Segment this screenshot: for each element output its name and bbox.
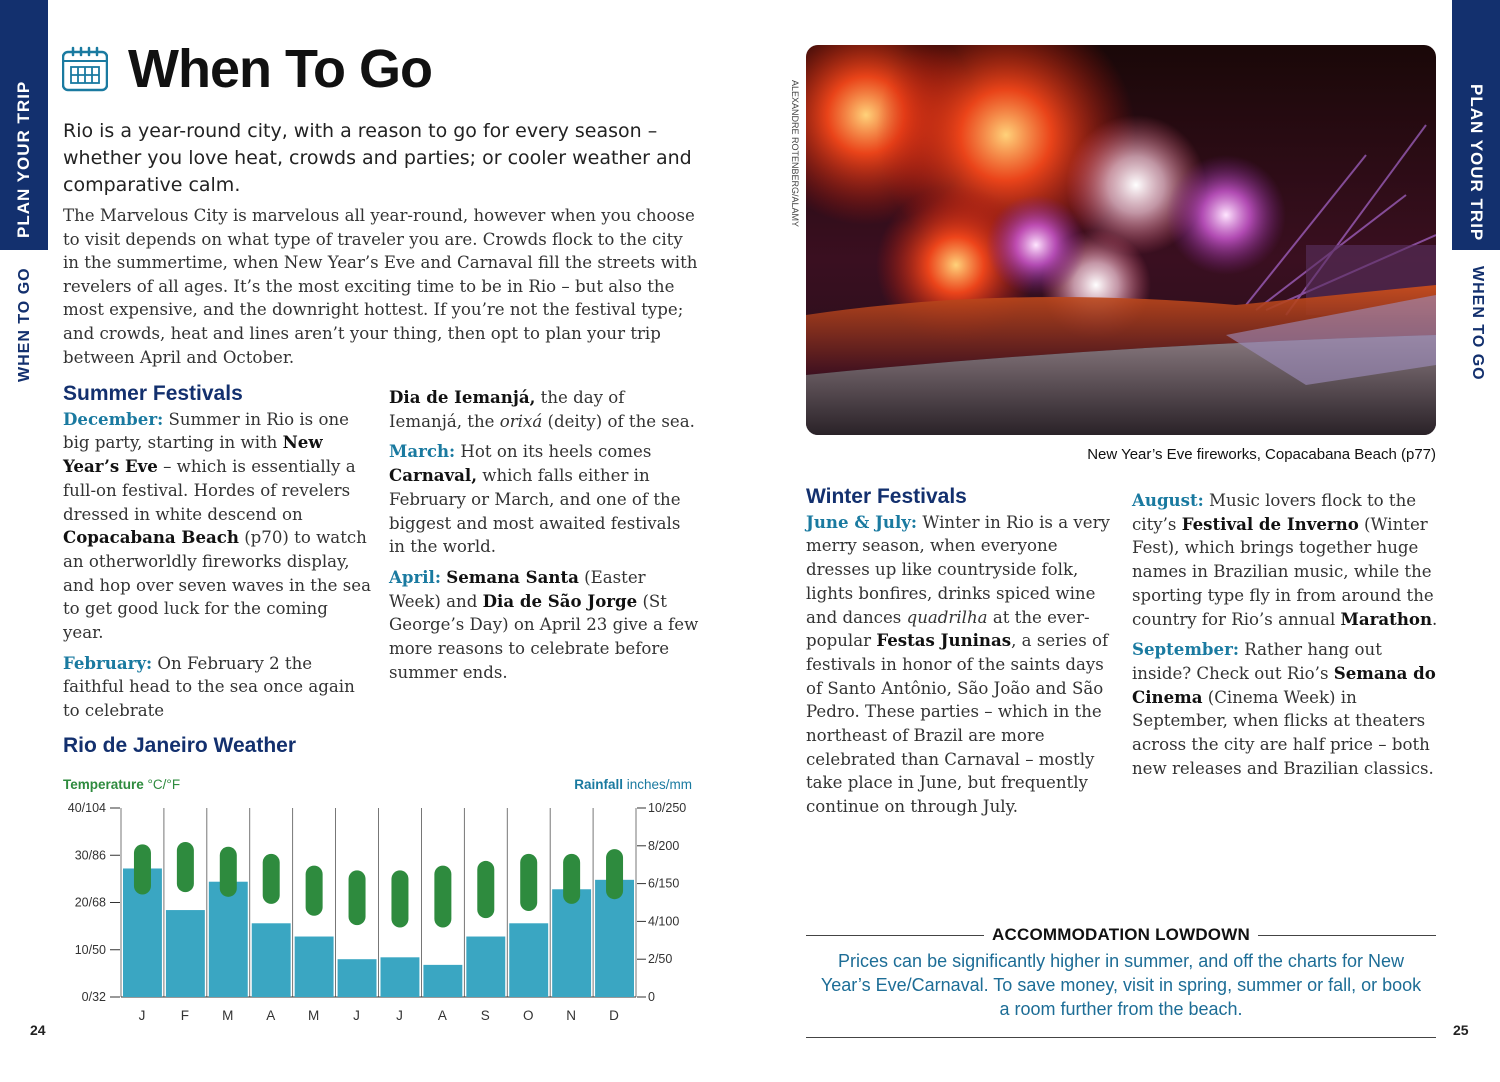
accommodation-rule-bottom (806, 1037, 1436, 1038)
month-label: M (308, 1008, 321, 1023)
winter-column-1 (806, 485, 1116, 826)
page-number-right: 25 (1453, 1022, 1469, 1038)
rainfall-bar (209, 882, 248, 997)
left-tick-label: 10/50 (74, 942, 106, 957)
december-paragraph (63, 408, 371, 645)
sao-jorge-bold: Dia de São Jorge (482, 590, 638, 611)
photo-caption: New Year’s Eve fireworks, Copacabana Beach (p77) (1087, 446, 1436, 463)
quadrilha-italic: quadrilha (906, 607, 988, 627)
right-tick-label: 10/250 (648, 801, 687, 815)
june-text-1: Winter in Rio is a very merry season, when everyone dresses up like countryside folk, lights bonfires, drinks spiced wine and dances (806, 512, 1110, 627)
accommodation-heading: ACCOMMODATION LOWDOWN (992, 925, 1250, 944)
summer-column-2 (389, 386, 699, 691)
march-text-1: Hot on its heels comes (455, 442, 652, 462)
rainfall-bar (381, 957, 420, 997)
april-paragraph (389, 566, 699, 685)
april-text-1: (Easter Week) and (389, 567, 646, 611)
right-side-tab (1452, 0, 1500, 381)
december-text-2: – which is essentially a full-on festival. Hordes of revelers dressed in white descend on (63, 457, 356, 524)
august-label: August: (1132, 490, 1204, 510)
february-text-2: the day of Iemanjá, the (389, 388, 625, 431)
left-tab-sublabel: WHEN TO GO (16, 267, 33, 382)
marathon-bold: Marathon (1340, 608, 1433, 629)
june-text-2: at the ever-popular (806, 607, 1090, 651)
december-text-1: Summer in Rio is one big party, starting in with (63, 409, 349, 453)
rainfall-bar (552, 889, 591, 997)
rainfall-bar (252, 923, 291, 997)
june-july-label: June & July: (806, 511, 918, 532)
right-tab-block (1452, 0, 1500, 250)
accommodation-text: Prices can be significantly higher in summer, and off the charts for New Year’s Eve/Carnaval. To save money, visit in spring, summer or fall, or book a room further from the beach. (820, 951, 1422, 1019)
june-july-paragraph (806, 511, 1116, 819)
chart-title: Rio de Janeiro Weather (63, 734, 297, 757)
april-label: April: (389, 566, 441, 587)
month-label: A (437, 1008, 448, 1023)
rainfall-bar (423, 965, 462, 997)
april-text-2: (St George’s Day) on April 23 give a few more reasons to celebrate before summer ends. (389, 591, 699, 682)
right-tab-sublabel: WHEN TO GO (1469, 266, 1486, 381)
right-axis-ticks (637, 801, 686, 1004)
winter-column-2 (1132, 489, 1442, 787)
left-tick-label: 0/32 (81, 990, 106, 1004)
rainfall-bar (509, 923, 548, 997)
rainfall-bar (338, 959, 377, 997)
month-label: J (353, 1008, 361, 1023)
left-tab-label: PLAN YOUR TRIP (14, 80, 33, 238)
february-text-1: On February 2 the faithful head to the sea once again to celebrate (63, 653, 355, 721)
temperature-axis-label-bold: Temperature (63, 777, 144, 792)
september-text-1: Rather hang out inside? Check out Rio’s (1132, 640, 1382, 683)
summer-heading: Summer Festivals (63, 382, 243, 405)
right-tick-label: 0 (648, 990, 655, 1004)
august-text-2: (Winter Fest), which brings together huge names in Brazilian music, while the sporting type fly in from around the country for Rio’s annual (1132, 514, 1434, 629)
august-paragraph (1132, 489, 1442, 631)
month-label: S (480, 1008, 491, 1023)
intro-text: Rio is a year-round city, with a reason to go for every season – whether you love heat, crowds and parties; or cooler weather and comparative calm. (63, 120, 692, 196)
photo-credit: ALEXANDRE ROTENBERG/ALAMY (790, 80, 800, 228)
carnaval-bold: Carnaval, (389, 465, 477, 486)
fireworks-photo (806, 45, 1436, 435)
february-paragraph-cont (389, 386, 699, 433)
left-tick-label: 40/104 (67, 801, 106, 815)
month-label: D (609, 1008, 620, 1023)
month-labels (139, 1008, 620, 1023)
body-paragraph: The Marvelous City is marvelous all year-round, however when you choose to visit depends on what type of traveler you are. Crowds flock to the city in the summertime, when New Year’s Eve and Carnaval fill the streets with revelers of all ages. It’s the most exciting time to be in Rio – but also the most expensive, and the downright hottest. If you’re not the festival type; and crowds, heat and lines aren’t your thing, then opt to plan your trip between April and October. (63, 206, 698, 367)
summer-column-1 (63, 382, 371, 730)
february-text-3: (deity) of the sea. (542, 411, 695, 431)
semana-cinema-bold: Semana do Cinema (1132, 662, 1436, 707)
left-tick-label: 30/86 (74, 848, 106, 863)
page-number-left: 24 (30, 1022, 46, 1038)
copacabana-bold: Copacabana Beach (63, 527, 239, 548)
rainfall-bar (295, 937, 334, 997)
winter-heading: Winter Festivals (806, 485, 967, 508)
temperature-axis-label-unit: °C/°F (143, 777, 181, 792)
calendar-icon (62, 46, 108, 92)
february-label: February: (63, 652, 153, 673)
month-label: M (222, 1008, 235, 1023)
right-tick-label: 4/100 (648, 914, 680, 929)
fireworks-illustration (806, 45, 1436, 435)
accommodation-header (806, 925, 1436, 945)
month-label: N (566, 1008, 577, 1023)
orixa-italic: orixá (499, 411, 543, 431)
temperature-axis-label (63, 777, 180, 792)
rainfall-bar (166, 910, 205, 997)
month-label: F (180, 1008, 190, 1023)
left-tick-label: 20/68 (74, 895, 106, 910)
right-tick-label: 6/150 (648, 876, 680, 891)
march-label: March: (389, 441, 456, 462)
rainfall-axis-label-bold: Rainfall (574, 777, 623, 792)
rainfall-bar (466, 937, 505, 997)
page-title: When To Go (128, 39, 432, 99)
august-text-3: . (1432, 609, 1438, 629)
september-paragraph (1132, 638, 1442, 780)
march-text-2: which falls either in February or March, and one of the biggest and most awaited festivals in the world. (389, 466, 681, 557)
left-tab-block (0, 0, 48, 250)
new-years-eve-bold: New Year’s Eve (63, 432, 323, 477)
september-label: September: (1132, 639, 1239, 660)
month-label: A (266, 1008, 277, 1023)
accommodation-rule-left (806, 935, 984, 936)
month-label: J (138, 1008, 147, 1023)
month-label: J (396, 1008, 404, 1023)
march-paragraph (389, 440, 699, 559)
rainfall-axis-label-unit: inches/mm (622, 777, 692, 792)
weather-chart (60, 770, 700, 1028)
right-tick-label: 2/50 (648, 952, 673, 967)
right-tick-label: 8/200 (648, 838, 680, 853)
september-text-2: (Cinema Week) in September, when flicks at theaters across the city are half price – both new releases and Brazilian classics. (1132, 687, 1434, 778)
left-side-tab (0, 0, 48, 382)
december-text-3: (p70) to watch an otherworldly fireworks display, and hop over seven waves in the sea to get good luck for the coming year. (63, 528, 371, 643)
june-text-3: , a series of festivals in honor of the saints days of Santo Antônio, São João and São Pedro. These parties – which in the northeast of Brazil are more celebrated than Carnaval – mostly take place in June, but frequently continue on through July. (806, 631, 1109, 817)
left-axis-ticks (68, 801, 120, 1004)
accommodation-rule-right (1258, 935, 1436, 936)
right-tab-label: PLAN YOUR TRIP (1467, 84, 1486, 242)
festival-inverno-bold: Festival de Inverno (1181, 513, 1359, 534)
title-block (62, 38, 432, 100)
rainfall-axis-label (574, 777, 692, 792)
august-text-1: Music lovers flock to the city’s (1132, 491, 1417, 534)
festas-juninas-bold: Festas Juninas (876, 630, 1012, 651)
iemanja-bold: Dia de Iemanjá, (389, 387, 536, 407)
december-label: December: (63, 408, 164, 429)
semana-santa-bold: Semana Santa (446, 566, 579, 587)
month-label: O (522, 1008, 535, 1023)
february-paragraph-start (63, 652, 371, 723)
accommodation-box (806, 925, 1436, 1038)
